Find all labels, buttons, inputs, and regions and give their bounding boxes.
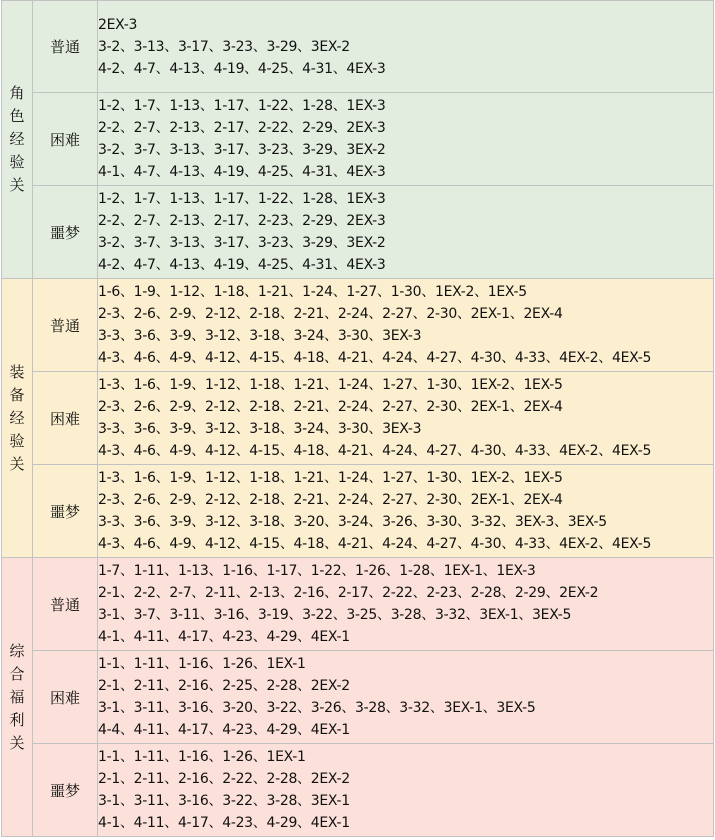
stage-line: 1-1、1-11、1-16、1-26、1EX-1 — [98, 749, 306, 765]
stage-list-cell — [98, 744, 714, 837]
stage-list-cell — [98, 93, 714, 186]
stage-line: 2-2、2-7、2-13、2-17、2-22、2-29、2EX-3 — [98, 120, 386, 136]
table-row — [2, 186, 714, 279]
difficulty-cell — [33, 93, 98, 186]
difficulty-label: 困难 — [49, 688, 80, 707]
difficulty-label: 噩梦 — [49, 781, 80, 800]
difficulty-cell — [33, 372, 98, 465]
difficulty-cell — [33, 651, 98, 744]
stage-line: 4-3、4-6、4-9、4-12、4-15、4-18、4-21、4-24、4-27、4-30、4-33、4EX-2、4EX-5 — [98, 350, 652, 366]
difficulty-cell — [33, 558, 98, 651]
stage-line: 3-3、3-6、3-9、3-12、3-18、3-24、3-30、3EX-3 — [98, 328, 422, 344]
table-row — [2, 372, 714, 465]
stage-line: 4-1、4-11、4-17、4-23、4-29、4EX-1 — [98, 629, 350, 645]
stage-line: 4-3、4-6、4-9、4-12、4-15、4-18、4-21、4-24、4-27、4-30、4-33、4EX-2、4EX-5 — [98, 536, 652, 552]
stage-line: 3-3、3-6、3-9、3-12、3-18、3-20、3-24、3-26、3-30、3-32、3EX-3、3EX-5 — [98, 514, 607, 530]
stage-line: 4-1、4-11、4-17、4-23、4-29、4EX-1 — [98, 815, 350, 831]
stage-line: 1-6、1-9、1-12、1-18、1-21、1-24、1-27、1-30、1EX-2、1EX-5 — [98, 284, 527, 300]
category-label: 综合福利关 — [9, 641, 25, 752]
difficulty-label: 普通 — [49, 38, 80, 56]
stage-line: 2EX-3 — [98, 16, 138, 33]
stage-line: 2-3、2-6、2-9、2-12、2-18、2-21、2-24、2-27、2-30、2EX-1、2EX-4 — [98, 306, 563, 322]
stage-line: 2-1、2-2、2-7、2-11、2-13、2-16、2-17、2-22、2-23、2-28、2-29、2EX-2 — [98, 585, 599, 601]
stage-line: 1-7、1-11、1-13、1-16、1-17、1-22、1-26、1-28、1EX-1、1EX-3 — [98, 563, 536, 579]
stage-line: 3-3、3-6、3-9、3-12、3-18、3-24、3-30、3EX-3 — [98, 421, 422, 437]
stage-line: 2-3、2-6、2-9、2-12、2-18、2-21、2-24、2-27、2-30、2EX-1、2EX-4 — [98, 492, 563, 508]
stage-line: 4-2、4-7、4-13、4-19、4-25、4-31、4EX-3 — [98, 60, 386, 77]
difficulty-label: 噩梦 — [49, 223, 80, 242]
difficulty-cell — [33, 1, 98, 93]
stage-list-cell — [98, 465, 714, 558]
stage-line: 2-1、2-11、2-16、2-22、2-28、2EX-2 — [98, 771, 350, 787]
difficulty-label: 困难 — [49, 130, 80, 149]
table-row — [2, 558, 714, 651]
stage-line: 2-3、2-6、2-9、2-12、2-18、2-21、2-24、2-27、2-30、2EX-1、2EX-4 — [98, 399, 563, 415]
table-row — [2, 465, 714, 558]
stage-list-cell — [98, 372, 714, 465]
stage-list-cell — [98, 651, 714, 744]
stage-line: 4-2、4-7、4-13、4-19、4-25、4-31、4EX-3 — [98, 257, 386, 273]
category-label: 装备经验关 — [9, 362, 25, 473]
difficulty-cell — [33, 186, 98, 279]
stage-list-cell — [98, 558, 714, 651]
stage-line: 4-1、4-7、4-13、4-19、4-25、4-31、4EX-3 — [98, 164, 386, 180]
table-row — [2, 1, 714, 93]
stage-line: 1-3、1-6、1-9、1-12、1-18、1-21、1-24、1-27、1-30、1EX-2、1EX-5 — [98, 470, 563, 486]
difficulty-label: 普通 — [49, 316, 80, 335]
stage-list-cell — [98, 186, 714, 279]
difficulty-label: 困难 — [49, 409, 80, 428]
stage-line: 3-2、3-7、3-13、3-17、3-23、3-29、3EX-2 — [98, 142, 386, 158]
stage-line: 2-1、2-11、2-16、2-25、2-28、2EX-2 — [98, 678, 350, 694]
stage-list-cell — [98, 1, 714, 93]
stage-line: 1-3、1-6、1-9、1-12、1-18、1-21、1-24、1-27、1-30、1EX-2、1EX-5 — [98, 377, 563, 393]
stage-line: 3-1、3-11、3-16、3-20、3-22、3-26、3-28、3-32、3EX-1、3EX-5 — [98, 700, 536, 716]
stage-line: 3-1、3-11、3-16、3-22、3-28、3EX-1 — [98, 793, 350, 809]
category-label: 角色经验关 — [9, 84, 25, 194]
stage-line: 1-2、1-7、1-13、1-17、1-22、1-28、1EX-3 — [98, 98, 386, 114]
stage-line: 4-3、4-6、4-9、4-12、4-15、4-18、4-21、4-24、4-27、4-30、4-33、4EX-2、4EX-5 — [98, 443, 652, 459]
stage-list-cell — [98, 279, 714, 372]
difficulty-cell — [33, 744, 98, 837]
stage-line: 3-1、3-7、3-11、3-16、3-19、3-22、3-25、3-28、3-32、3EX-1、3EX-5 — [98, 607, 572, 623]
stage-line: 4-4、4-11、4-17、4-23、4-29、4EX-1 — [98, 722, 350, 738]
difficulty-label: 普通 — [49, 595, 80, 614]
stage-line: 3-2、3-13、3-17、3-23、3-29、3EX-2 — [98, 38, 350, 55]
table-row — [2, 651, 714, 744]
table-row — [2, 93, 714, 186]
table-row — [2, 744, 714, 837]
stage-line: 1-2、1-7、1-13、1-17、1-22、1-28、1EX-3 — [98, 191, 386, 207]
category-cell-role-exp — [2, 1, 33, 279]
category-cell-equip-exp — [2, 279, 33, 558]
stage-line: 3-2、3-7、3-13、3-17、3-23、3-29、3EX-2 — [98, 235, 386, 251]
difficulty-label: 噩梦 — [49, 502, 80, 521]
category-cell-welfare — [2, 558, 33, 837]
difficulty-cell — [33, 465, 98, 558]
difficulty-cell — [33, 279, 98, 372]
stage-line: 2-2、2-7、2-13、2-17、2-23、2-29、2EX-3 — [98, 213, 386, 229]
stage-table — [1, 0, 714, 837]
table-row — [2, 279, 714, 372]
stage-line: 1-1、1-11、1-16、1-26、1EX-1 — [98, 656, 306, 672]
